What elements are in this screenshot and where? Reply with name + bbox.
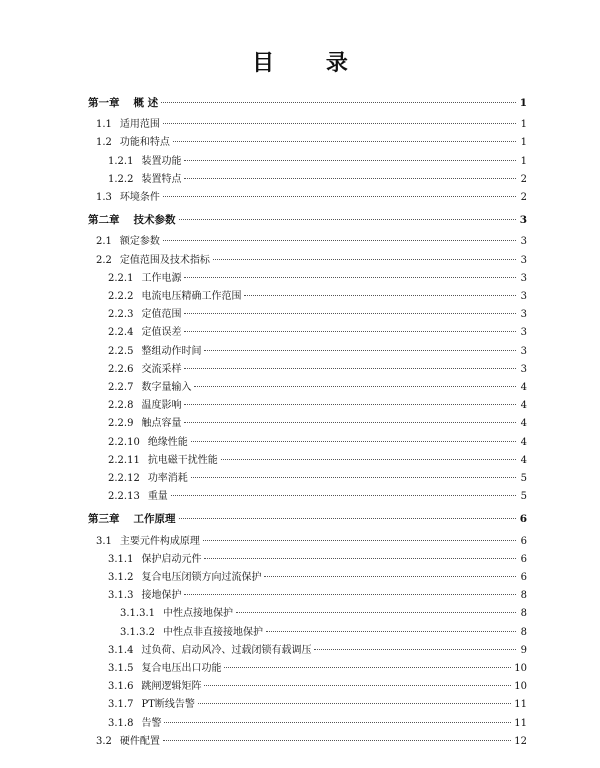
toc-entry-number: 2.2.9 [108,418,134,430]
toc-entry-label: 定值范围 [141,309,182,321]
toc-dot-leader [314,649,516,650]
toc-entry-page: 4 [520,382,527,393]
toc-entry[interactable] [108,717,527,731]
toc-dot-leader [184,422,516,423]
toc-dot-leader [204,350,516,351]
toc-entry[interactable] [108,363,527,377]
toc-dot-leader [198,703,511,704]
toc-entry-page: 11 [514,699,527,711]
toc-entry[interactable] [96,136,527,150]
toc-entry[interactable] [96,535,527,549]
toc-entry-label: 概 述 [133,97,159,109]
toc-entry[interactable] [108,454,527,468]
toc-entry-number: 1.3 [96,192,112,203]
toc-entry-label: 抗电磁干扰性能 [147,454,218,466]
toc-entry-label: 跳闸逻辑矩阵 [141,681,202,693]
toc-entry-number: 3.1.8 [108,717,134,729]
toc-entry[interactable] [120,607,527,621]
toc-entry-page: 3 [520,272,527,284]
toc-dot-leader [191,477,516,478]
toc-dot-leader [184,277,516,278]
toc-entry[interactable] [108,571,527,585]
toc-entry-page: 4 [520,418,527,430]
toc-dot-leader [184,594,516,595]
toc-entry-number: 2.2.3 [108,309,134,321]
toc-dot-leader [164,722,511,723]
toc-entry-number: 1.2.1 [108,155,134,167]
toc-dot-leader [184,331,516,332]
toc-dot-leader [191,441,516,442]
toc-dot-leader [213,259,516,260]
toc-entry-page: 3 [520,236,527,248]
toc-entry-page: 3 [520,254,527,266]
toc-dot-leader [224,667,511,668]
toc-entry[interactable] [108,399,527,413]
toc-entry-label: 额定参数 [119,236,160,248]
toc-dot-leader [266,631,516,632]
toc-dot-leader [184,178,516,179]
toc-entry-label: 重量 [147,491,168,503]
toc-entry-label: 装置特点 [141,173,182,185]
toc-entry-label: 绝缘性能 [147,436,188,448]
toc-entry-number: 3.1 [96,535,112,547]
toc-entry[interactable] [96,735,527,749]
toc-entry-page: 5 [520,473,527,484]
toc-entry-label: PT断线告警 [141,699,195,711]
toc-entry-number: 2.2.10 [108,436,140,448]
toc-entry[interactable] [96,254,527,268]
toc-entry[interactable] [108,662,527,676]
toc-entry-number: 2.2 [96,254,112,266]
toc-entry[interactable] [108,680,527,694]
toc-entry-label: 电流电压精确工作范围 [141,291,242,302]
toc-entry-number: 第二章 [88,214,120,227]
toc-entry-label: 中性点非直接接地保护 [163,626,263,638]
toc-entry-page: 1 [520,119,527,131]
toc-entry[interactable] [108,381,527,395]
toc-entry-label: 工作电源 [141,272,182,284]
toc-entry-page: 1 [520,137,527,149]
toc-entry-label: 数字量输入 [141,382,192,393]
toc-entry-label: 功率消耗 [147,473,188,484]
toc-entry-label: 触点容量 [141,418,182,430]
toc-entry-page: 4 [520,436,527,448]
toc-entry[interactable] [108,472,527,486]
toc-entry-number: 3.1.7 [108,699,134,711]
toc-entry-label: 过负荷、启动风冷、过载闭锁有载调压 [141,644,312,656]
toc-entry-number: 2.1 [96,236,112,248]
toc-entry[interactable] [88,213,527,227]
toc-entry-page: 3 [520,345,527,357]
toc-entry-label: 功能和特点 [119,137,170,149]
toc-entry[interactable] [108,272,527,286]
toc-dot-leader [184,404,516,405]
toc-entry[interactable] [96,191,527,205]
toc-entry-page: 5 [520,491,527,503]
toc-dot-leader [184,368,516,369]
toc-dot-leader [221,459,516,460]
toc-entry-page: 3 [519,214,527,227]
toc-entry-page: 2 [520,173,527,185]
toc-entry-number: 3.1.3.2 [120,626,155,638]
toc-dot-leader [203,540,516,541]
toc-entry-label: 保护启动元件 [141,553,202,565]
toc-entry-number: 3.2 [96,735,112,747]
toc-entry-label: 工作原理 [133,513,176,526]
toc-dot-leader [204,558,516,559]
toc-entry-page: 1 [519,97,527,109]
toc-entry-number: 2.2.4 [108,327,134,339]
toc-dot-leader [194,386,516,387]
toc-entry-page: 4 [520,400,527,412]
toc-entry-page: 6 [519,513,527,526]
toc-entry[interactable] [96,235,527,249]
toc-entry-page: 2 [520,192,527,203]
toc-entry-page: 8 [520,608,527,620]
toc-entry-page: 8 [520,626,527,638]
toc-dot-leader [173,141,516,142]
toc-entry-number: 2.2.7 [108,382,134,393]
toc-entry-number: 1.2.2 [108,173,134,185]
toc-entry-number: 1.2 [96,137,112,149]
toc-entry[interactable] [96,118,527,132]
toc-entry-label: 接地保护 [141,590,182,602]
toc-dot-leader [163,240,516,241]
toc-entry[interactable] [108,173,527,187]
toc-entry-page: 3 [520,309,527,321]
toc-entry-label: 整组动作时间 [141,345,202,357]
toc-entry-label: 装置功能 [141,155,182,167]
toc-entry-number: 3.1.3.1 [120,608,155,620]
toc-entry-page: 6 [520,535,527,547]
toc-entry-number: 2.2.8 [108,400,134,412]
toc-entry[interactable] [108,436,527,450]
toc-dot-leader [171,495,516,496]
toc-entry[interactable] [108,155,527,169]
toc-entry-label: 复合电压闭锁方向过流保护 [141,572,262,583]
toc-entry-label: 环境条件 [119,192,160,203]
toc-entry-number: 3.1.4 [108,644,134,656]
toc-entry-page: 9 [520,644,527,656]
toc-entry-label: 主要元件构成原理 [119,535,200,547]
toc-entry-number: 2.2.5 [108,345,134,357]
toc-dot-leader [204,685,511,686]
toc-entry-page: 8 [520,590,527,602]
toc-entry-number: 1.1 [96,119,112,131]
toc-dot-leader [179,518,517,519]
toc-entry-number: 3.1.6 [108,681,134,693]
toc-entry-number: 2.2.2 [108,291,134,302]
toc-entry-number: 3.1.1 [108,553,134,565]
toc-entry-label: 温度影响 [141,400,182,412]
toc-entry-number: 2.2.12 [108,473,140,484]
toc-entry[interactable] [108,698,527,712]
toc-entry-label: 中性点接地保护 [163,608,233,620]
toc-entry-label: 定值误差 [141,327,182,339]
toc-entry-label: 定值范围及技术指标 [119,254,210,266]
toc-dot-leader [163,740,511,741]
toc-entry[interactable] [108,589,527,603]
toc-entry[interactable] [108,644,527,658]
toc-entry-page: 3 [520,363,527,375]
toc-entry-label: 适用范围 [119,119,160,131]
toc-entry-page: 3 [520,327,527,339]
toc-entry-page: 12 [514,735,527,747]
toc-dot-leader [236,612,516,613]
toc-entry-label: 复合电压出口功能 [141,663,222,674]
toc-entry-page: 10 [514,663,527,674]
toc-dot-leader [163,196,516,197]
toc-dot-leader [179,219,517,220]
toc-entry[interactable] [108,308,527,322]
toc-entry-page: 10 [514,681,527,693]
toc-entry-number: 第一章 [88,97,120,109]
page-title: 目 录 [252,50,370,76]
toc-entry-number: 2.2.1 [108,272,134,284]
toc-entry[interactable] [108,417,527,431]
toc-entry[interactable] [88,96,527,110]
toc-dot-leader [163,123,516,124]
toc-entry-label: 硬件配置 [119,735,160,747]
toc-entry-label: 告警 [141,717,162,729]
toc-entry[interactable] [108,490,527,504]
toc-entry[interactable] [88,512,527,526]
toc-entry-page: 6 [520,553,527,565]
toc-entry[interactable] [120,626,527,640]
toc-entry[interactable] [108,290,527,304]
toc-entry-number: 3.1.2 [108,572,134,583]
toc-entry-label: 技术参数 [133,214,176,227]
toc-entry-number: 3.1.5 [108,663,134,674]
toc-entry-page: 11 [514,717,527,729]
toc-entry-page: 3 [520,291,527,302]
toc-dot-leader [184,160,516,161]
toc-entry-number: 第三章 [88,513,120,526]
toc-entry[interactable] [108,345,527,359]
toc-dot-leader [184,313,516,314]
toc-entry[interactable] [108,326,527,340]
toc-entry-label: 交流采样 [141,363,182,375]
toc-entry-page: 6 [520,572,527,583]
toc-dot-leader [264,576,516,577]
toc-entry-number: 2.2.11 [108,454,140,466]
toc-entry-page: 1 [520,155,527,167]
toc-entry-number: 2.2.13 [108,491,140,503]
toc-dot-leader [161,102,516,103]
toc-entry-number: 2.2.6 [108,363,134,375]
toc-entry[interactable] [108,553,527,567]
toc-entry-page: 4 [520,454,527,466]
toc-dot-leader [244,295,516,296]
toc-entry-number: 3.1.3 [108,590,134,602]
